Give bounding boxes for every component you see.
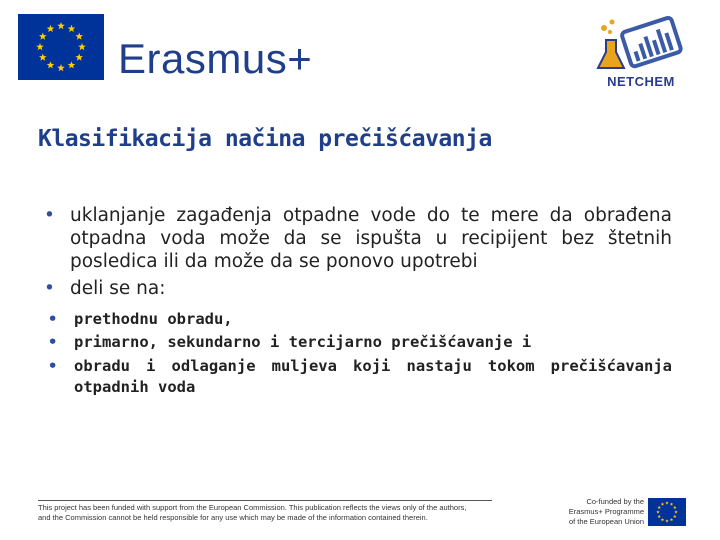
funding-disclaimer bbox=[38, 503, 508, 523]
sub-bullet-dot-icon: • bbox=[48, 357, 58, 376]
sub-bullet-list bbox=[40, 309, 672, 399]
sub-bullet-item bbox=[40, 356, 672, 398]
slide-title: Klasifikacija načina prečišćavanja bbox=[38, 126, 492, 152]
sub-bullet-item bbox=[40, 309, 672, 330]
bullet-dot-icon: • bbox=[44, 278, 55, 300]
cofunded-line-3: of the European Union bbox=[568, 516, 644, 526]
slide-content bbox=[40, 204, 672, 402]
sub-bullet-dot-icon: • bbox=[48, 309, 58, 328]
sub-bullet-text: prethodnu obradu, bbox=[74, 309, 233, 328]
bullet-list bbox=[40, 204, 672, 398]
netchem-wordmark: NETCHEM bbox=[607, 74, 675, 89]
footer-divider bbox=[38, 500, 492, 501]
eu-flag-icon bbox=[18, 14, 104, 80]
eu-flag-small-icon bbox=[648, 498, 686, 526]
sub-bullet-item bbox=[40, 332, 672, 353]
bullet-dot-icon: • bbox=[44, 205, 55, 226]
bullet-text: uklanjanje zagađenja otpadne vode do te mere da obrađena otpadna voda može da se ispušta u recipijent bez štetnih posledica ili da može da se ponovo upotrebi bbox=[70, 205, 672, 273]
cofunded-label bbox=[558, 497, 644, 526]
sub-bullet-dot-icon: • bbox=[48, 333, 58, 352]
sub-bullet-text: obradu i odlaganje muljeva koji nastaju tokom prečišćavanja otpadnih voda bbox=[74, 357, 672, 397]
cofunded-line-2: Erasmus+ Programme bbox=[568, 506, 644, 516]
bullet-text: deli se na: bbox=[70, 278, 166, 300]
erasmus-plus-logo: Erasmus+ bbox=[118, 35, 313, 82]
cofunded-line-1: Co-funded by the bbox=[586, 497, 644, 506]
bullet-item bbox=[40, 204, 672, 273]
bullet-item bbox=[40, 277, 672, 398]
disclaimer-line-2: and the Commission cannot be held responsible for any use which may be made of the information contained therein. bbox=[38, 513, 428, 523]
sub-bullet-text: primarno, sekundarno i tercijarno prečišćavanje i bbox=[74, 333, 532, 352]
disclaimer-line-1: This project has been funded with support from the European Commission. This publication reflects the views only of the authors, bbox=[38, 503, 467, 512]
